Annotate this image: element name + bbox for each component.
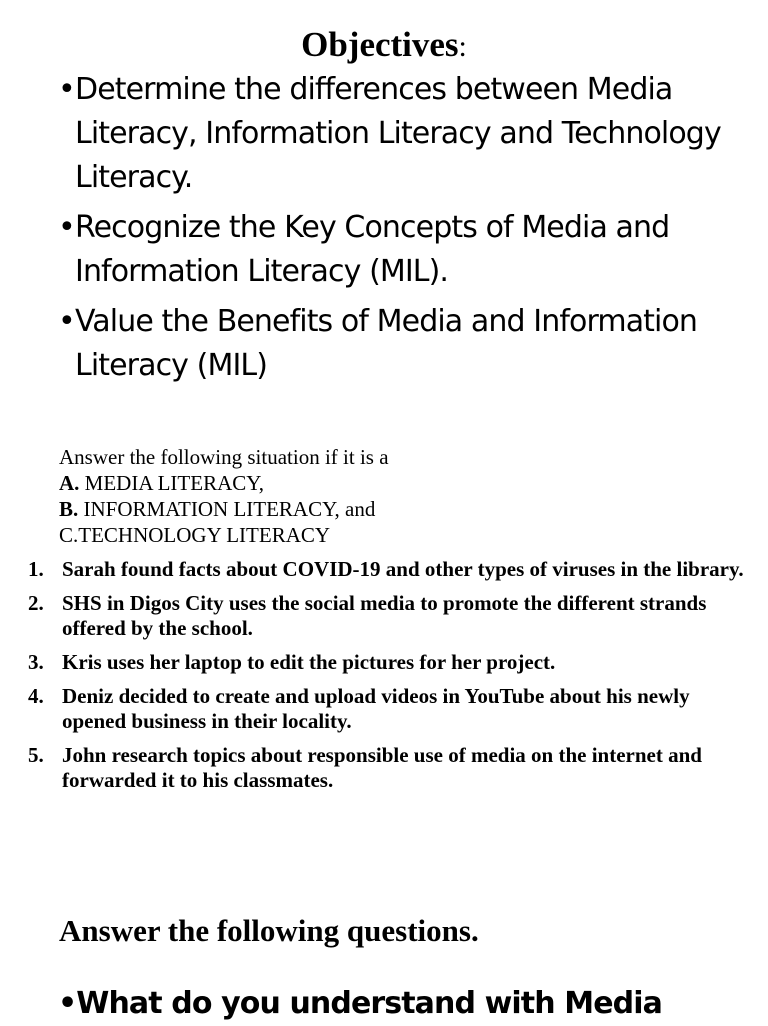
situations-list — [28, 557, 756, 802]
objectives-list — [58, 68, 758, 394]
situation-text: John research topics about responsible use of media on the internet and forwarded it to his classmates. — [62, 743, 702, 792]
option-b — [59, 496, 659, 522]
title-colon: : — [458, 30, 467, 63]
bullet-icon: • — [58, 304, 75, 339]
situation-item — [28, 743, 756, 793]
situation-item — [28, 591, 756, 641]
objective-text: Recognize the Key Concepts of Media and Information Literacy (MIL). — [75, 210, 670, 289]
option-letter: A. — [59, 471, 80, 495]
situation-item — [28, 650, 756, 675]
objective-item — [58, 68, 758, 200]
question-text: What do you understand with Media — [76, 986, 662, 1021]
page-title — [0, 22, 768, 70]
option-letter: B. — [59, 497, 79, 521]
instructions-lead: Answer the following situation if it is a — [59, 445, 389, 469]
question-item — [58, 982, 758, 1026]
situation-number: 4. — [28, 684, 44, 708]
situation-text: Deniz decided to create and upload videos in YouTube about his newly opened business in their locality. — [62, 684, 690, 733]
situation-item — [28, 684, 756, 734]
situation-item — [28, 557, 756, 582]
bullet-icon: • — [58, 210, 75, 245]
bullet-icon: • — [58, 986, 77, 1021]
situation-number: 2. — [28, 591, 44, 615]
objective-text: Determine the differences between Media Literacy, Information Literacy and Technology Literacy. — [75, 72, 721, 195]
situation-text: Kris uses her laptop to edit the pictures for her project. — [62, 650, 556, 674]
option-text: INFORMATION LITERACY, and — [78, 497, 376, 521]
objective-text: Value the Benefits of Media and Information Literacy (MIL) — [75, 304, 698, 383]
option-text: TECHNOLOGY LITERACY — [78, 523, 331, 547]
bullet-icon: • — [58, 72, 75, 107]
situation-number: 5. — [28, 743, 44, 767]
option-a — [59, 470, 659, 496]
situation-text: SHS in Digos City uses the social media to promote the different strands offered by the school. — [62, 591, 707, 640]
situation-instructions — [59, 444, 659, 548]
objective-item — [58, 300, 758, 388]
questions-heading: Answer the following questions. — [59, 913, 479, 948]
option-letter: C. — [59, 523, 79, 547]
situation-number: 3. — [28, 650, 44, 674]
title-text: Objectives — [301, 25, 459, 64]
objective-item — [58, 206, 758, 294]
option-text: MEDIA LITERACY, — [79, 471, 264, 495]
situation-number: 1. — [28, 557, 44, 581]
option-c — [59, 522, 659, 548]
situation-text: Sarah found facts about COVID-19 and other types of viruses in the library. — [62, 557, 744, 581]
